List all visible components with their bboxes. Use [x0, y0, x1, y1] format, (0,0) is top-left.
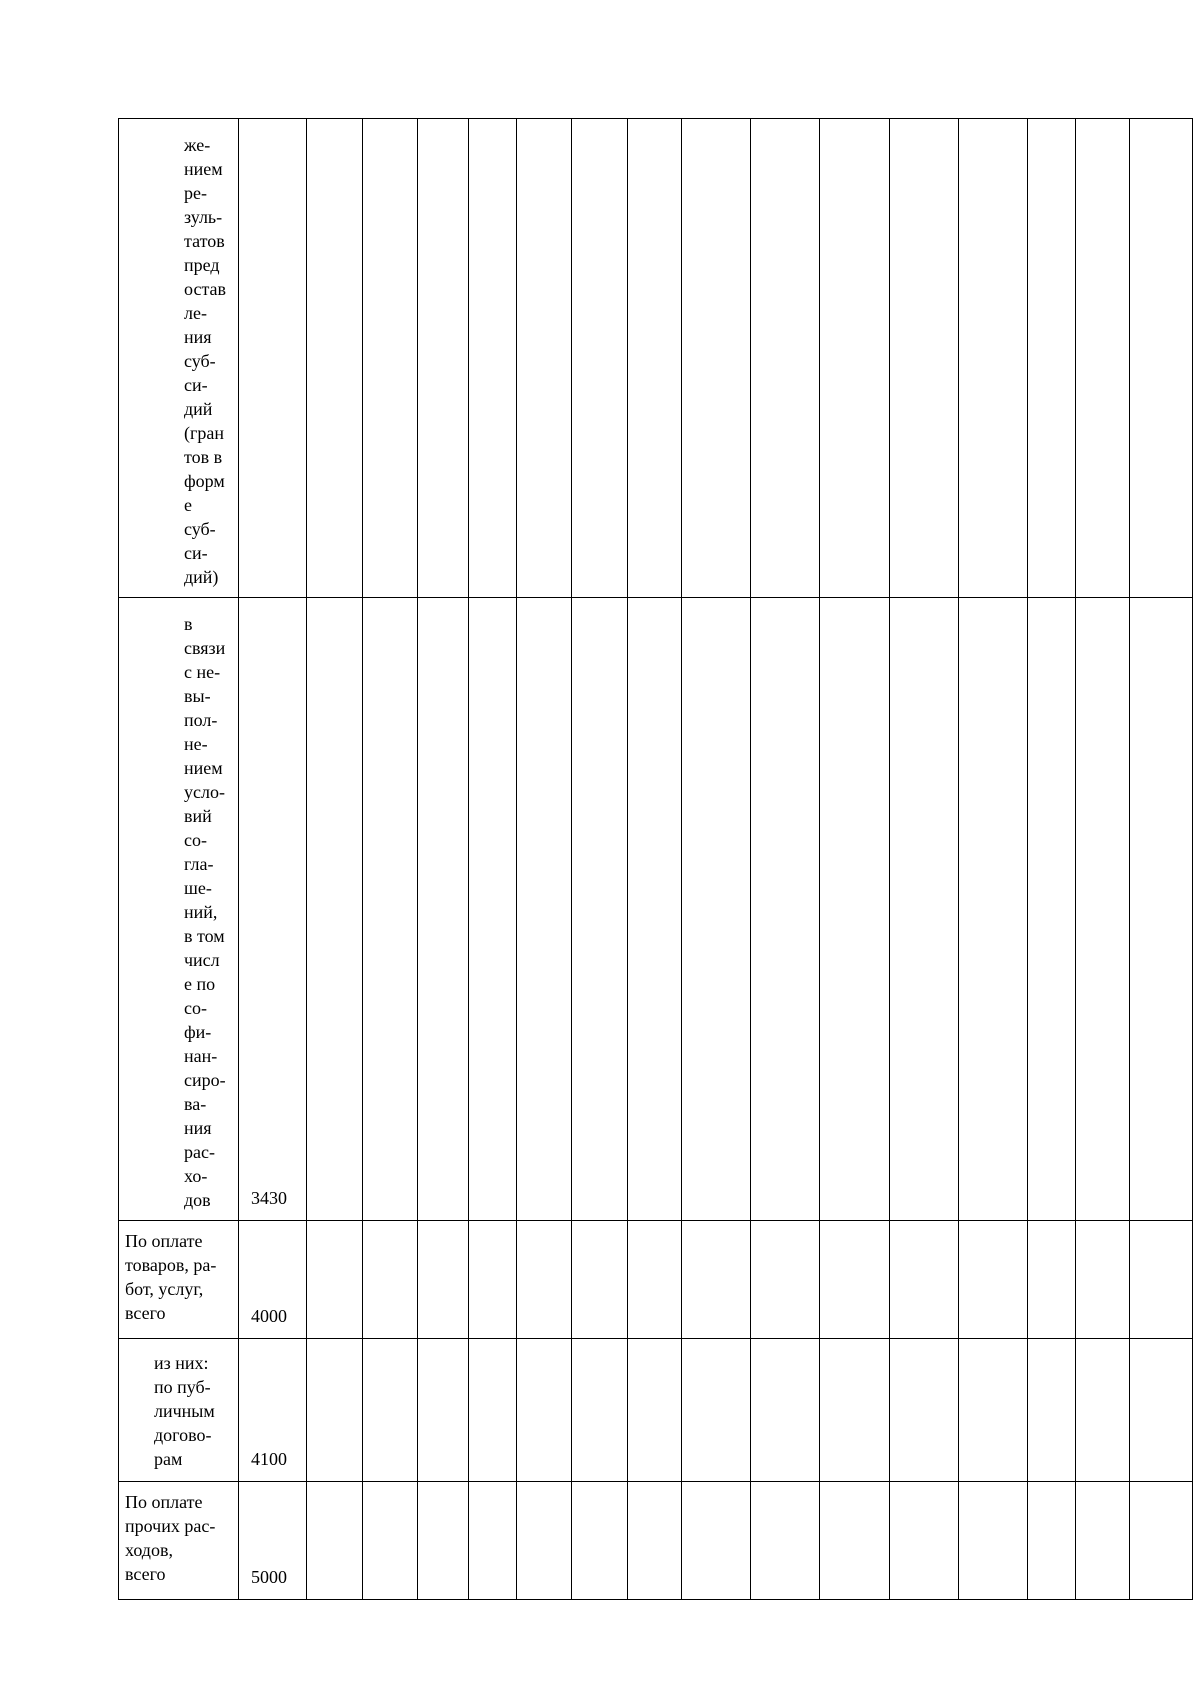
table-cell [682, 598, 751, 1221]
table-cell [820, 1339, 890, 1482]
table-cell [1028, 1339, 1076, 1482]
table-row [119, 1339, 1193, 1482]
table-cell [959, 1482, 1028, 1600]
table-cell [1076, 1482, 1130, 1600]
table-cell [307, 1482, 363, 1600]
row-code-cell [239, 598, 307, 1221]
row-code-cell [239, 1482, 307, 1600]
table-cell [469, 119, 517, 598]
table-cell [1130, 119, 1193, 598]
table-cell [572, 1221, 628, 1339]
table-cell [890, 119, 959, 598]
table-cell [363, 598, 418, 1221]
row-label-cell [119, 598, 239, 1221]
table-cell [682, 1482, 751, 1600]
table-cell [572, 598, 628, 1221]
table-cell [820, 598, 890, 1221]
row-label-cell [119, 1482, 239, 1600]
table-cell [517, 1482, 572, 1600]
table-cell [682, 1221, 751, 1339]
row-label-cell [119, 1221, 239, 1339]
table-row [119, 1482, 1193, 1600]
table-cell [890, 1221, 959, 1339]
table-cell [469, 1339, 517, 1482]
table-cell [628, 119, 682, 598]
table-cell [1130, 1339, 1193, 1482]
table-cell [890, 598, 959, 1221]
table-cell [469, 598, 517, 1221]
row-label-cell [119, 119, 239, 598]
row-code: 5000 [251, 1567, 287, 1587]
table-cell [959, 119, 1028, 598]
table-cell [517, 119, 572, 598]
table-row [119, 598, 1193, 1221]
row-code: 3430 [251, 1188, 287, 1208]
table-cell [572, 119, 628, 598]
table-cell [517, 598, 572, 1221]
table-cell [628, 1221, 682, 1339]
row-label: же- нием ре- зуль- татов пред остав ле- ния суб- си- дий (гран тов в форм е суб- си- дий) [184, 135, 227, 587]
table-cell [1028, 1221, 1076, 1339]
row-label: в связи с не- вы- пол- не- нием усло- вий со- гла- ше- ний, в том числ е по со- фи- нан- сиро- ва- ния рас- хо- дов [184, 614, 226, 1210]
table-cell [418, 119, 469, 598]
row-label: из них: по пуб- личным догово- рам [154, 1353, 215, 1469]
table-cell [307, 119, 363, 598]
table-cell [959, 598, 1028, 1221]
table-cell [628, 1482, 682, 1600]
table-cell [517, 1221, 572, 1339]
table-cell [1028, 1482, 1076, 1600]
table-cell [1130, 1221, 1193, 1339]
table-cell [890, 1339, 959, 1482]
table-cell [751, 1339, 820, 1482]
table-cell [363, 119, 418, 598]
table-cell [1130, 1482, 1193, 1600]
table-cell [1076, 1339, 1130, 1482]
row-label-cell [119, 1339, 239, 1482]
row-code: 4000 [251, 1306, 287, 1326]
row-code: 4100 [251, 1449, 287, 1469]
table-cell [820, 119, 890, 598]
table-row [119, 119, 1193, 598]
table-cell [418, 1482, 469, 1600]
table-cell [469, 1482, 517, 1600]
table-cell [572, 1482, 628, 1600]
report-table [118, 118, 1193, 1600]
table-cell [751, 119, 820, 598]
table-cell [307, 598, 363, 1221]
row-code-cell [239, 1339, 307, 1482]
table-cell [469, 1221, 517, 1339]
table-cell [363, 1482, 418, 1600]
table-cell [418, 598, 469, 1221]
table-cell [363, 1339, 418, 1482]
table-cell [1076, 119, 1130, 598]
table-cell [820, 1482, 890, 1600]
table-cell [682, 1339, 751, 1482]
table-cell [1076, 598, 1130, 1221]
row-code-cell [239, 119, 307, 598]
row-label: По оплате товаров, ра- бот, услуг, всего [125, 1231, 217, 1323]
table-cell [418, 1339, 469, 1482]
row-code [239, 587, 306, 597]
table-cell [307, 1339, 363, 1482]
table-cell [682, 119, 751, 598]
table-cell [959, 1221, 1028, 1339]
table-cell [572, 1339, 628, 1482]
table-cell [751, 598, 820, 1221]
table-cell [751, 1221, 820, 1339]
table-cell [418, 1221, 469, 1339]
table-cell [751, 1482, 820, 1600]
row-label: По оплате прочих рас- ходов, всего [125, 1492, 216, 1584]
table-row [119, 1221, 1193, 1339]
table-cell [307, 1221, 363, 1339]
table-cell [628, 1339, 682, 1482]
table-cell [517, 1339, 572, 1482]
table-cell [1028, 598, 1076, 1221]
table-cell [959, 1339, 1028, 1482]
row-code-cell [239, 1221, 307, 1339]
table-cell [1076, 1221, 1130, 1339]
table-cell [1130, 598, 1193, 1221]
table-cell [820, 1221, 890, 1339]
table-cell [1028, 119, 1076, 598]
table-cell [363, 1221, 418, 1339]
table-cell [890, 1482, 959, 1600]
table-cell [628, 598, 682, 1221]
